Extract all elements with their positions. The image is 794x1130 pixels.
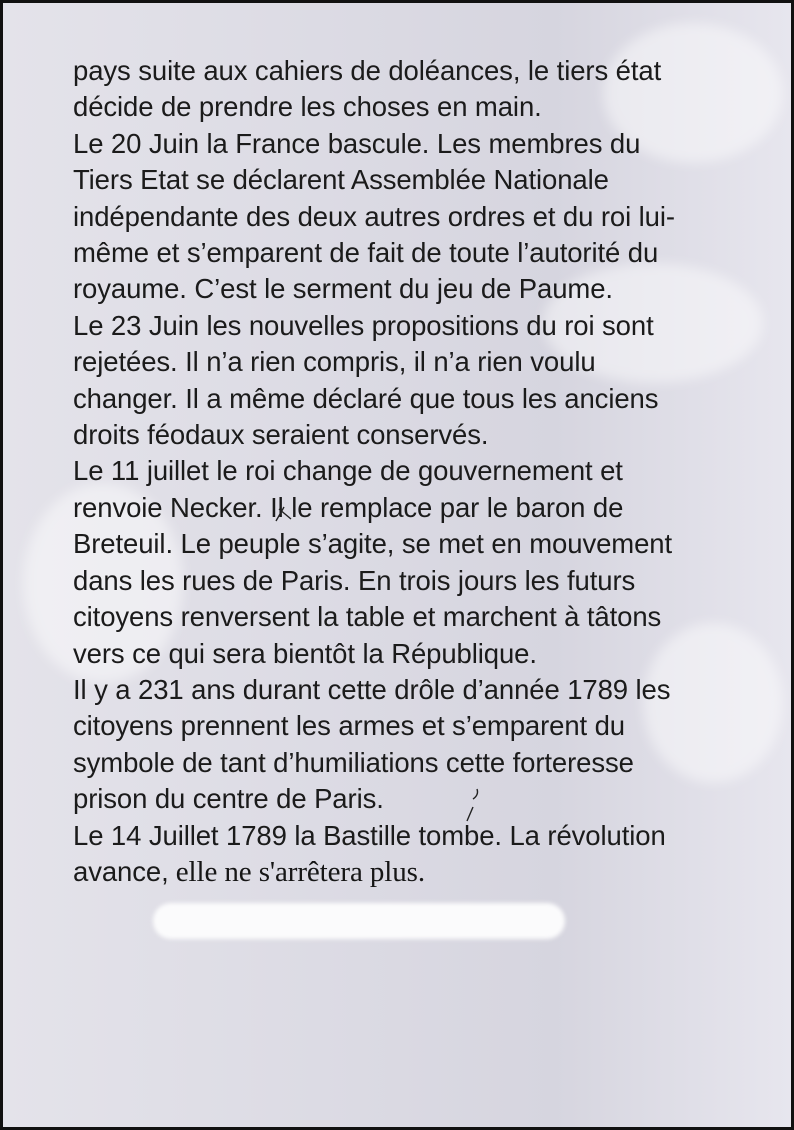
text-line: Le 20 Juin la France bascule. Les membres du (73, 127, 641, 159)
text-line: changer. Il a même déclaré que tous les anciens (73, 382, 659, 414)
text-line: décide de prendre les choses en main. (73, 91, 542, 123)
handwritten-caret-mark (273, 503, 297, 525)
text-line: Le 14 Juillet 1789 la Bastille tombe. La révolution (73, 819, 666, 851)
text-line: rejetées. Il n’a rien compris, il n’a rien voulu (73, 346, 596, 378)
text-line: renvoie Necker. Il le remplace par le baron de (73, 491, 624, 523)
text-line: pays suite aux cahiers de doléances, le tiers état (73, 55, 662, 86)
text-line: citoyens renversent la table et marchent à tâtons (73, 601, 662, 633)
text-line: vers ce qui sera bientôt la République. (73, 637, 537, 669)
text-line: même et s’emparent de fait de toute l’autorité du (73, 237, 659, 269)
text-line: citoyens prennent les armes et s’emparent du (73, 710, 626, 742)
text-line: droits féodaux seraient conservés. (73, 419, 489, 451)
last-line-start: avance, (73, 855, 169, 887)
text-line: indépendante des deux autres ordres et du roi lui- (73, 200, 675, 232)
text-line: Il y a 231 ans durant cette drôle d’année 1789 les (73, 673, 671, 705)
text-line: prison du centre de Paris. (73, 783, 384, 815)
text-line: Le 23 Juin les nouvelles propositions du roi sont (73, 309, 654, 341)
text-line: royaume. C’est le serment du jeu de Paume. (73, 273, 613, 305)
correction-fluid-mark (153, 903, 565, 939)
text-line-last (73, 854, 753, 890)
text-line: Le 11 juillet le roi change de gouvernement et (73, 455, 623, 487)
text-line: Tiers Etat se déclarent Assemblée Nationale (73, 164, 609, 196)
document-body (73, 53, 753, 890)
text-line: Breteuil. Le peuple s’agite, se met en mouvement (73, 528, 673, 560)
handwritten-comma-mark (461, 785, 483, 825)
text-line: symbole de tant d’humiliations cette forteresse (73, 746, 634, 778)
text-line: dans les rues de Paris. En trois jours les futurs (73, 564, 636, 596)
typed-correction: elle ne s'arrêtera plus. (168, 855, 425, 888)
